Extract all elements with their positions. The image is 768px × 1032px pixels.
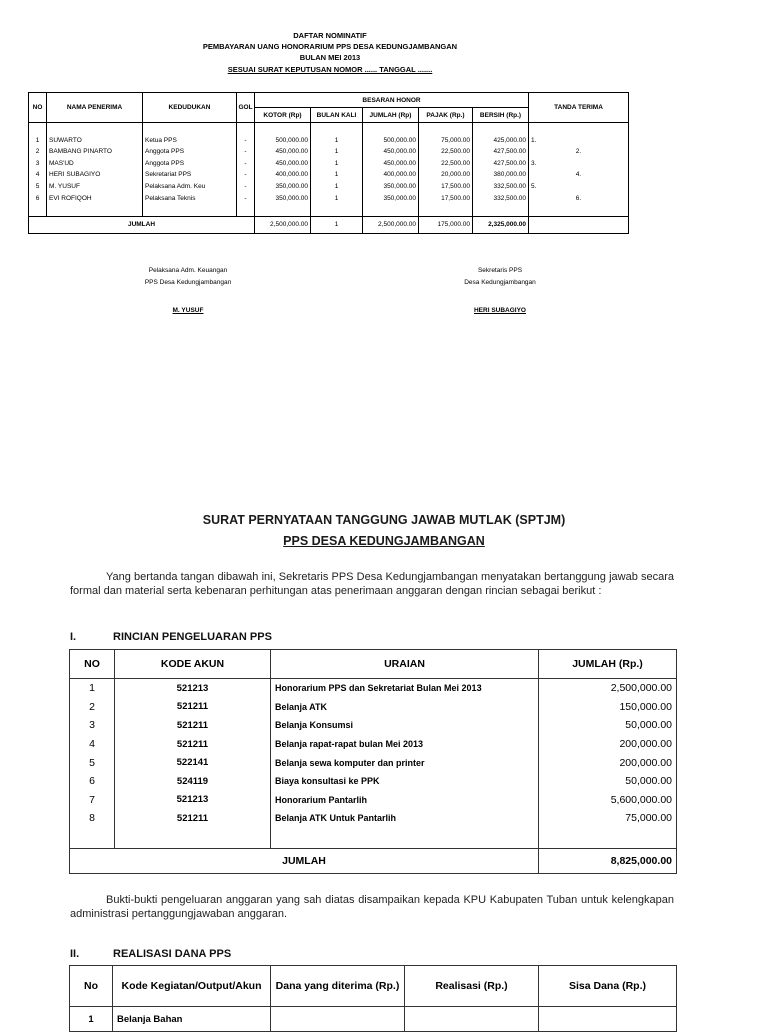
row-kode: Belanja Bahan (113, 1007, 271, 1032)
row-bersih: 427,500.00 (473, 146, 529, 158)
row-kode: 524119 (115, 772, 271, 791)
signature-right (400, 265, 600, 317)
signature-left-name: M. YUSUF (172, 307, 204, 314)
row-kotor: 400,000.00 (255, 169, 311, 181)
total-bersih: 2,325,000.00 (473, 216, 529, 233)
row-uraian: Belanja sewa komputer dan printer (271, 753, 539, 772)
table-row (29, 135, 629, 147)
row-tanda: 3. (529, 158, 629, 170)
row-no: 1 (29, 135, 47, 147)
table-row (70, 753, 677, 772)
row-uraian: Biaya konsultasi ke PPK (271, 772, 539, 791)
row-jumlah: 50,000.00 (539, 716, 677, 735)
table-row (70, 772, 677, 791)
row-bulan: 1 (311, 169, 363, 181)
signature-left (88, 265, 288, 317)
signature-left-role: Pelaksana Adm. Keuangan (148, 267, 228, 274)
row-gol: - (237, 158, 255, 170)
table-row (29, 146, 629, 158)
row-kotor: 450,000.00 (255, 146, 311, 158)
row-jumlah: 450,000.00 (363, 146, 419, 158)
row-uraian: Honorarium PPS dan Sekretariat Bulan Mei 2013 (271, 679, 539, 698)
col-realisasi: Realisasi (Rp.) (405, 966, 539, 1007)
row-kotor: 350,000.00 (255, 193, 311, 205)
section2-number: II. (70, 948, 80, 960)
row-bersih: 332,500.00 (473, 193, 529, 205)
row-no: 3 (29, 158, 47, 170)
row-pajak: 22,500.00 (419, 158, 473, 170)
col-kotor: KOTOR (Rp) (255, 108, 311, 123)
row-kode: 522141 (115, 753, 271, 772)
row-uraian: Belanja ATK (271, 698, 539, 717)
row-no: 8 (70, 809, 115, 828)
row-tanda: 6. (529, 193, 629, 205)
row-bulan: 1 (311, 181, 363, 193)
row-uraian: Belanja Konsumsi (271, 716, 539, 735)
col-no: NO (29, 93, 47, 123)
row-no: 1 (70, 1007, 113, 1032)
row-kode: 521211 (115, 716, 271, 735)
row-jumlah: 2,500,000.00 (539, 679, 677, 698)
col-no: NO (70, 650, 115, 679)
row-bulan: 1 (311, 146, 363, 158)
row-gol: - (237, 181, 255, 193)
row-nama: MAS'UD (47, 158, 143, 170)
row-gol: - (237, 169, 255, 181)
row-nama: EVI ROFIQOH (47, 193, 143, 205)
row-jumlah: 50,000.00 (539, 772, 677, 791)
col-kedudukan: KEDUDUKAN (143, 93, 237, 123)
signature-right-org: Desa Kedungjambangan (464, 279, 536, 286)
section1-title: RINCIAN PENGELUARAN PPS (113, 631, 272, 643)
row-jumlah: 200,000.00 (539, 735, 677, 754)
row-bersih: 425,000.00 (473, 135, 529, 147)
table-row (29, 193, 629, 205)
row-no: 1 (70, 679, 115, 698)
total-jumlah: 2,500,000.00 (363, 216, 419, 233)
total-bulan: 1 (311, 216, 363, 233)
signature-right-role: Sekretaris PPS (477, 267, 523, 274)
col-uraian: URAIAN (271, 650, 539, 679)
row-bulan: 1 (311, 158, 363, 170)
row-tanda: 2. (529, 146, 629, 158)
row-kedudukan: Anggota PPS (143, 158, 237, 170)
section2-title: REALISASI DANA PPS (113, 948, 232, 960)
total-pajak: 175,000.00 (419, 216, 473, 233)
section1-number: I. (70, 631, 77, 643)
row-tanda: 5. (529, 181, 629, 193)
col-pajak: PAJAK (Rp.) (419, 108, 473, 123)
total-label: JUMLAH (29, 216, 255, 233)
row-gol: - (237, 193, 255, 205)
row-pajak: 17,500.00 (419, 181, 473, 193)
col-sisa-dana: Sisa Dana (Rp.) (539, 966, 677, 1007)
row-gol: - (237, 135, 255, 147)
row-no: 6 (29, 193, 47, 205)
row-kotor: 500,000.00 (255, 135, 311, 147)
row-jumlah: 350,000.00 (363, 181, 419, 193)
total-label: JUMLAH (70, 848, 539, 873)
table-row (70, 791, 677, 810)
row-uraian: Belanja ATK Untuk Pantarlih (271, 809, 539, 828)
row-kode: 521211 (115, 735, 271, 754)
row-no: 5 (70, 753, 115, 772)
row-no: 3 (70, 716, 115, 735)
total-row (29, 216, 629, 233)
total-row (70, 848, 677, 873)
col-bersih: BERSIH (Rp.) (473, 108, 529, 123)
row-nama: BAMBANG PINARTO (47, 146, 143, 158)
row-jumlah: 500,000.00 (363, 135, 419, 147)
honorarium-table (28, 92, 629, 234)
table-row (70, 1007, 677, 1032)
total-kotor: 2,500,000.00 (255, 216, 311, 233)
sptjm-subtitle: PPS DESA KEDUNGJAMBANGAN (283, 534, 485, 548)
nominative-period: BULAN MEI 2013 (299, 53, 361, 62)
row-kotor: 350,000.00 (255, 181, 311, 193)
row-kedudukan: Pelaksana Teknis (143, 193, 237, 205)
row-jumlah: 75,000.00 (539, 809, 677, 828)
col-kode: KODE AKUN (115, 650, 271, 679)
table-row (70, 735, 677, 754)
col-nama: NAMA PENERIMA (47, 93, 143, 123)
row-nama: SUWARTO (47, 135, 143, 147)
row-no: 5 (29, 181, 47, 193)
row-no: 7 (70, 791, 115, 810)
row-kode: 521211 (115, 809, 271, 828)
row-jumlah: 400,000.00 (363, 169, 419, 181)
table-row (29, 181, 629, 193)
total-value: 8,825,000.00 (539, 848, 677, 873)
nominative-subtitle: PEMBAYARAN UANG HONORARIUM PPS DESA KEDUNGJAMBANGAN (202, 42, 458, 51)
row-uraian: Belanja rapat-rapat bulan Mei 2013 (271, 735, 539, 754)
col-besaran: BESARAN HONOR (255, 93, 529, 108)
row-bulan: 1 (311, 193, 363, 205)
realization-table (69, 965, 677, 1032)
row-kedudukan: Anggota PPS (143, 146, 237, 158)
table-row (70, 698, 677, 717)
row-no: 2 (29, 146, 47, 158)
signature-left-org: PPS Desa Kedungjambangan (144, 279, 232, 286)
evidence-note: Bukti-bukti pengeluaran anggaran yang sah diatas disampaikan kepada KPU Kabupaten Tuban untuk kelengkapan administrasi pertanggungjawaban anggaran. (70, 894, 674, 920)
row-bersih: 380,000.00 (473, 169, 529, 181)
row-no: 4 (70, 735, 115, 754)
row-jumlah: 150,000.00 (539, 698, 677, 717)
row-nama: HERI SUBAGIYO (47, 169, 143, 181)
row-no: 4 (29, 169, 47, 181)
col-jumlah: JUMLAH (Rp.) (539, 650, 677, 679)
row-jumlah: 200,000.00 (539, 753, 677, 772)
row-jumlah: 450,000.00 (363, 158, 419, 170)
row-kode: 521213 (115, 791, 271, 810)
expense-table (69, 649, 677, 874)
row-no: 2 (70, 698, 115, 717)
row-kode: 521211 (115, 698, 271, 717)
table-row (29, 158, 629, 170)
col-kode-kegiatan: Kode Kegiatan/Output/Akun (113, 966, 271, 1007)
row-pajak: 20,000.00 (419, 169, 473, 181)
table-row (70, 679, 677, 698)
col-tanda: TANDA TERIMA (529, 93, 629, 123)
col-gol: GOL (237, 93, 255, 123)
row-uraian: Honorarium Pantarlih (271, 791, 539, 810)
row-pajak: 75,000.00 (419, 135, 473, 147)
col-no: No (70, 966, 113, 1007)
row-bersih: 427,500.00 (473, 158, 529, 170)
signature-right-name: HERI SUBAGIYO (473, 307, 526, 314)
col-dana-diterima: Dana yang diterima (Rp.) (271, 966, 405, 1007)
table-row (70, 716, 677, 735)
nominative-decree: SESUAI SURAT KEPUTUSAN NOMOR ...... TANGGAL ....... (227, 65, 433, 74)
row-bulan: 1 (311, 135, 363, 147)
sptjm-intro: Yang bertanda tangan dibawah ini, Sekretaris PPS Desa Kedungjambangan menyatakan bertanggung jawab secara formal dan material serta kebenaran perhitungan atas penerimaan anggaran dengan rincian sebagai berikut : (70, 571, 674, 597)
row-jumlah: 350,000.00 (363, 193, 419, 205)
row-kedudukan: Sekretariat PPS (143, 169, 237, 181)
sptjm-title: SURAT PERNYATAAN TANGGUNG JAWAB MUTLAK (SPTJM) (202, 513, 566, 527)
row-kotor: 450,000.00 (255, 158, 311, 170)
row-tanda: 1. (529, 135, 629, 147)
table-row (29, 169, 629, 181)
table-row (70, 809, 677, 828)
col-jumlah: JUMLAH (Rp) (363, 108, 419, 123)
row-tanda: 4. (529, 169, 629, 181)
row-kode: 521213 (115, 679, 271, 698)
row-kedudukan: Pelaksana Adm. Keu (143, 181, 237, 193)
row-gol: - (237, 146, 255, 158)
nominative-title: DAFTAR NOMINATIF (293, 31, 367, 40)
row-no: 6 (70, 772, 115, 791)
row-pajak: 22,500.00 (419, 146, 473, 158)
row-bersih: 332,500.00 (473, 181, 529, 193)
row-pajak: 17,500.00 (419, 193, 473, 205)
row-kedudukan: Ketua PPS (143, 135, 237, 147)
row-nama: M. YUSUF (47, 181, 143, 193)
row-jumlah: 5,600,000.00 (539, 791, 677, 810)
col-bulan: BULAN KALI (311, 108, 363, 123)
